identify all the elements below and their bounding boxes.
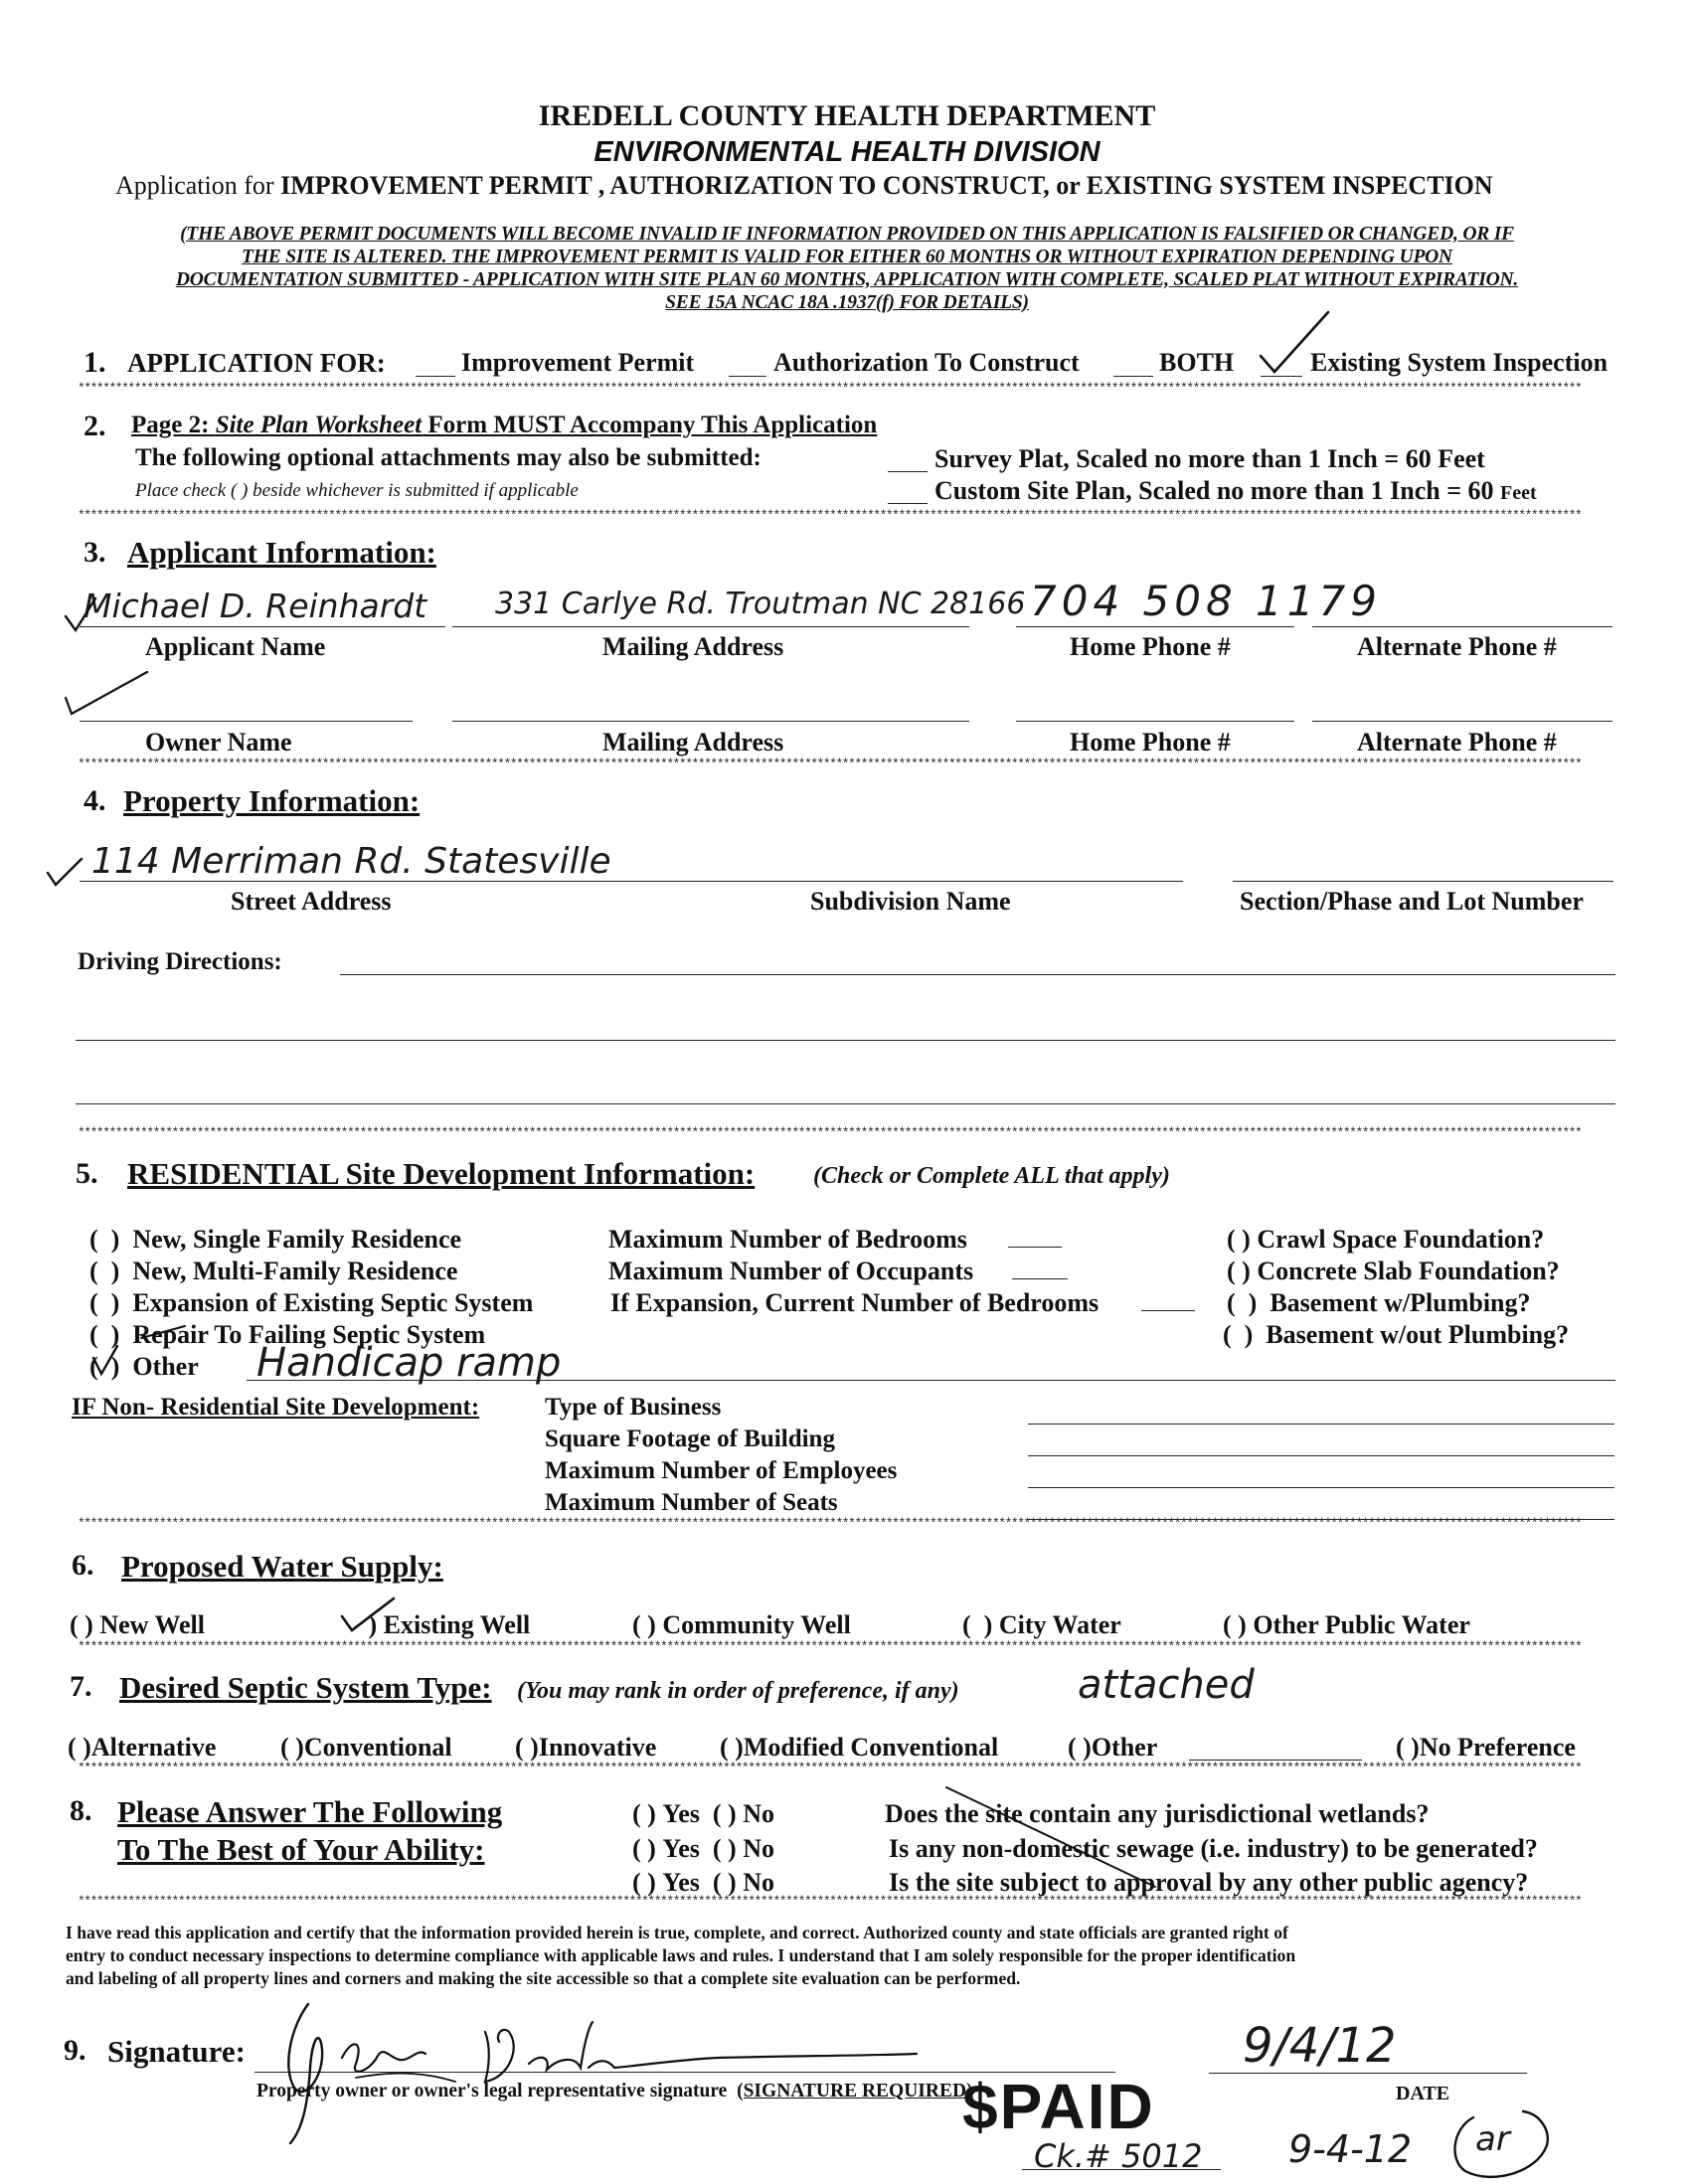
question-sewage: Is any non-domestic sewage (i.e. industry) to be generated? (889, 1834, 1538, 1863)
mailing-address-label: Mailing Address (602, 632, 784, 661)
section-5-title: RESIDENTIAL Site Development Information: (127, 1156, 756, 1191)
section-7-title: Desired Septic System Type: (119, 1670, 492, 1705)
innovative-label: Innovative (538, 1733, 657, 1762)
driving-directions-field-2[interactable] (76, 1040, 1615, 1041)
improvement-permit-blank[interactable] (416, 376, 455, 377)
basement-no-plumbing-label: Basement w/out Plumbing? (1266, 1320, 1570, 1349)
section-2-title-part: Form MUST Accompany This Application (422, 412, 878, 438)
agency-title: IREDELL COUNTY HEALTH DEPARTMENT (538, 99, 1156, 132)
application-prefix: Application for (115, 171, 274, 200)
existing-well-check-icon (340, 1595, 398, 1634)
place-check-note: Place check ( ) beside whichever is submitted if applicable (135, 480, 579, 501)
paren-checkbox: ( ) (720, 1733, 744, 1762)
driving-directions-field-3[interactable] (76, 1103, 1615, 1104)
expansion-option[interactable] (89, 1288, 533, 1318)
disclaimer-line: DOCUMENTATION SUBMITTED - APPLICATION WITH SITE PLAN 60 MONTHS, APPLICATION WITH COMPLETE, SCALED PLAT WITHOUT EXPIRATION. (175, 269, 1519, 290)
square-footage-field[interactable] (1028, 1455, 1614, 1456)
paren-checkbox: ( ) (632, 1610, 663, 1639)
paren-checkbox: ( ) (1223, 1320, 1267, 1349)
optional-attachments-text: The following optional attachments may also be submitted: (135, 444, 762, 471)
separator: ************************************************************************************************************************************************************************************************************************************************ (78, 509, 1582, 523)
section-4-number: 4. (84, 784, 106, 817)
paren-checkbox: ( ) (89, 1352, 133, 1381)
repair-strike-mark-icon (139, 1324, 189, 1342)
slab-label: Concrete Slab Foundation? (1257, 1257, 1560, 1285)
conventional-option[interactable] (280, 1733, 452, 1763)
paren-checkbox: ( ) (1227, 1225, 1258, 1254)
no-label: No (743, 1868, 774, 1897)
certification-line: and labeling of all property lines and corners and making the site accessible so that a complete site evaluation can be performed. (66, 1968, 1021, 1988)
single-family-label: New, Single Family Residence (132, 1225, 462, 1254)
yes-label: Yes (662, 1834, 700, 1863)
paren-checkbox: ( ) (699, 1868, 744, 1897)
survey-plat-blank[interactable] (888, 471, 928, 472)
other-label: Other (132, 1352, 199, 1381)
option-authorization: Authorization To Construct (773, 348, 1080, 377)
section-1-number: 1. (84, 346, 106, 379)
section-7-note: (You may rank in order of preference, if any) (517, 1678, 959, 1704)
section-2-title (131, 412, 877, 439)
section-lot-field[interactable] (1233, 881, 1613, 882)
owner-mailing-address-label: Mailing Address (602, 728, 784, 756)
owner-alternate-phone-field[interactable] (1312, 721, 1612, 722)
survey-plat-label: Survey Plat, Scaled no more than 1 Inch = 60 Feet (934, 444, 1485, 473)
yes-label: Yes (662, 1799, 700, 1828)
paren-checkbox: ( ) (89, 1225, 133, 1254)
other-field[interactable] (247, 1380, 1615, 1381)
q2-answers[interactable] (632, 1834, 774, 1864)
no-preference-label: No Preference (1419, 1733, 1576, 1762)
yes-label: Yes (662, 1868, 700, 1897)
section-6-number: 6. (72, 1549, 94, 1582)
paren-checkbox: ( ) (1396, 1733, 1420, 1762)
basement-plumbing-label: Basement w/Plumbing? (1270, 1288, 1531, 1317)
application-types: IMPROVEMENT PERMIT , AUTHORIZATION TO CONSTRUCT, or EXISTING SYSTEM INSPECTION (280, 171, 1493, 200)
paid-stamp: $PAID (962, 2071, 1155, 2142)
signature-caption (256, 2081, 973, 2102)
section-6-title: Proposed Water Supply: (121, 1549, 443, 1584)
owner-alternate-phone-label: Alternate Phone # (1357, 728, 1557, 756)
paren-checkbox: ( ) (515, 1733, 539, 1762)
paren-checkbox: ) (362, 1610, 384, 1639)
property-check-icon (46, 857, 85, 887)
multi-family-label: New, Multi-Family Residence (132, 1257, 458, 1285)
section-7-number: 7. (70, 1670, 92, 1703)
stamp-date-handwritten: 9-4-12 (1288, 2127, 1413, 2171)
section-1-title: APPLICATION FOR: (127, 348, 386, 378)
paren-checkbox: ( ) (1227, 1257, 1258, 1285)
paren-checkbox: ( ) (68, 1733, 91, 1762)
separator: ************************************************************************************************************************************************************************************************************************************************ (78, 1640, 1582, 1654)
paren-checkbox: ( ) (70, 1610, 100, 1639)
slab-option[interactable] (1227, 1257, 1560, 1286)
stamp-underline (1022, 2169, 1221, 2170)
paren-checkbox: ( ) (280, 1733, 304, 1762)
other-septic-option[interactable] (1068, 1733, 1157, 1763)
section-8-title-line2: To The Best of Your Ability: (117, 1832, 485, 1867)
alternate-phone-field[interactable] (1312, 626, 1612, 627)
alternate-phone-label: Alternate Phone # (1357, 632, 1557, 661)
section-2-title-part: Page 2: (131, 412, 216, 438)
section-8-number: 8. (70, 1794, 92, 1827)
disclaimer-line: SEE 15A NCAC 18A .1937(f) FOR DETAILS) (665, 292, 1029, 313)
separator: ************************************************************************************************************************************************************************************************************************************************ (78, 1895, 1582, 1909)
type-of-business-label: Type of Business (545, 1394, 722, 1421)
section-8-title-line1: Please Answer The Following (117, 1794, 503, 1829)
home-phone-label: Home Phone # (1070, 632, 1231, 661)
stamp-initials-handwritten: ar (1475, 2119, 1510, 2159)
other-septic-label: Other (1091, 1733, 1158, 1762)
question-wetlands: Does the site contain any jurisdictional wetlands? (885, 1799, 1430, 1828)
paren-checkbox: ( ) (699, 1834, 744, 1863)
certification-line: entry to conduct necessary inspections to determine compliance with applicable laws and rules. I understand that I am solely responsible for the proper identification (66, 1945, 1296, 1965)
conventional-label: Conventional (303, 1733, 452, 1762)
owner-name-field[interactable] (80, 721, 413, 722)
single-family-option[interactable] (89, 1225, 461, 1255)
crawl-space-option[interactable] (1227, 1225, 1544, 1255)
applicant-check-icon (64, 594, 99, 634)
applicant-name-label: Applicant Name (145, 632, 326, 661)
driving-directions-label: Driving Directions: (78, 948, 282, 975)
date-field[interactable] (1209, 2073, 1527, 2074)
subdivision-name-label: Subdivision Name (810, 887, 1011, 916)
square-footage-label: Square Footage of Building (545, 1426, 835, 1452)
new-well-option[interactable] (70, 1610, 205, 1640)
max-seats-label: Maximum Number of Seats (545, 1489, 838, 1516)
modified-conventional-label: Modified Conventional (743, 1733, 999, 1762)
other-septic-field[interactable] (1189, 1760, 1362, 1761)
q3-answers[interactable] (632, 1868, 774, 1898)
disclaimer (0, 223, 1694, 314)
separator: ************************************************************************************************************************************************************************************************************************************************ (78, 1126, 1582, 1140)
section-2-title-italic: Site Plan Worksheet (215, 412, 423, 438)
community-well-label: Community Well (662, 1610, 851, 1639)
q1-answers[interactable] (632, 1799, 774, 1829)
other-public-water-option[interactable] (1223, 1610, 1470, 1640)
applicant-name-field[interactable] (80, 626, 445, 627)
innovative-option[interactable] (515, 1733, 656, 1763)
paren-checkbox: ( ) (1223, 1610, 1254, 1639)
separator: ************************************************************************************************************************************************************************************************************************************************ (78, 382, 1582, 396)
section-9-number: 9. (64, 2034, 86, 2067)
crawl-space-label: Crawl Space Foundation? (1257, 1225, 1545, 1254)
alternative-label: Alternative (90, 1733, 217, 1762)
current-bedrooms-label: If Expansion, Current Number of Bedrooms (610, 1288, 1100, 1317)
date-handwritten: 9/4/12 (1243, 2018, 1397, 2074)
paren-checkbox: ( ) (632, 1834, 663, 1863)
section-5-number: 5. (76, 1157, 98, 1190)
current-bedrooms-field[interactable] (1141, 1310, 1195, 1311)
max-occupants-label: Maximum Number of Occupants (608, 1257, 974, 1285)
paren-checkbox: ( ) (1227, 1288, 1270, 1317)
max-employees-field[interactable] (1028, 1487, 1614, 1488)
custom-site-plan-blank[interactable] (888, 503, 928, 504)
home-phone-handwritten: 704 508 1179 (1030, 577, 1382, 625)
section-4-title: Property Information: (123, 783, 421, 818)
other-check-icon (91, 1344, 119, 1378)
owner-home-phone-label: Home Phone # (1070, 728, 1231, 756)
applicant-name-handwritten: Michael D. Reinhardt (84, 587, 427, 625)
existing-inspection-check-icon (1257, 308, 1336, 380)
paren-checkbox: ( ) (632, 1868, 663, 1897)
signature-required: (SIGNATURE REQUIRED) (737, 2081, 973, 2101)
max-employees-label: Maximum Number of Employees (545, 1457, 898, 1484)
mailing-address-handwritten: 331 Carlye Rd. Troutman NC 28166 (495, 587, 1026, 621)
disclaimer-line: THE SITE IS ALTERED. THE IMPROVEMENT PERMIT IS VALID FOR EITHER 60 MONTHS OR WITHOUT EXPIRATION DEPENDING UPON (242, 247, 1452, 267)
section-5-note: (Check or Complete ALL that apply) (813, 1163, 1170, 1189)
owner-mailing-address-field[interactable] (452, 721, 969, 722)
section-2-number: 2. (84, 410, 106, 442)
modified-conventional-option[interactable] (720, 1733, 998, 1763)
separator: ************************************************************************************************************************************************************************************************************************************************ (78, 757, 1582, 771)
expansion-label: Expansion of Existing Septic System (132, 1288, 534, 1317)
owner-check-icon (64, 668, 153, 718)
paren-checkbox: ( ) (89, 1320, 133, 1349)
basement-plumbing-option[interactable] (1227, 1288, 1531, 1318)
no-preference-option[interactable] (1396, 1733, 1576, 1763)
custom-site-plan-text: Custom Site Plan, Scaled no more than 1 Inch = 60 (934, 476, 1494, 505)
alternative-option[interactable] (68, 1733, 216, 1763)
authorization-blank[interactable] (729, 376, 766, 377)
street-address-handwritten: 114 Merriman Rd. Statesville (91, 841, 611, 882)
paren-checkbox: ( ) (1068, 1733, 1092, 1762)
city-water-option[interactable] (962, 1610, 1121, 1640)
paren-checkbox: ( ) (962, 1610, 999, 1639)
max-bedrooms-field[interactable] (1008, 1247, 1062, 1248)
driving-directions-field-1[interactable] (340, 974, 1615, 975)
certification-line: I have read this application and certify that the information provided herein is true, complete, and correct. Authorized county and state officials are granted right of (66, 1923, 1288, 1942)
certification-text (66, 1922, 1295, 1990)
existing-well-label: Existing Well (383, 1610, 531, 1639)
nonresidential-title: IF Non- Residential Site Development: (72, 1394, 480, 1421)
paren-checkbox: ( ) (632, 1799, 663, 1828)
signature-label: Signature: (107, 2034, 246, 2069)
paren-checkbox: ( ) (699, 1799, 744, 1828)
no-label: No (743, 1799, 774, 1828)
application-line (115, 171, 1493, 201)
section-lot-label: Section/Phase and Lot Number (1240, 887, 1584, 916)
custom-site-plan-unit: Feet (1500, 482, 1537, 504)
city-water-label: City Water (998, 1610, 1121, 1639)
check-number-handwritten: Ck.# 5012 (1034, 2137, 1203, 2175)
section-3-title: Applicant Information: (127, 535, 436, 570)
other-handwritten: Handicap ramp (256, 1340, 562, 1386)
separator: ************************************************************************************************************************************************************************************************************************************************ (78, 1517, 1582, 1531)
basement-no-plumbing-option[interactable] (1223, 1320, 1569, 1350)
signature-image (260, 1998, 936, 2147)
other-public-water-label: Other Public Water (1253, 1610, 1470, 1639)
division-title: ENVIRONMENTAL HEALTH DIVISION (593, 136, 1101, 168)
strike-through-line-icon (942, 1785, 1161, 1891)
repair-label: Repair To Failing Septic System (132, 1320, 486, 1349)
custom-site-plan-label (934, 476, 1537, 506)
owner-home-phone-field[interactable] (1016, 721, 1294, 722)
no-label: No (743, 1834, 774, 1863)
paren-checkbox: ( ) (89, 1288, 133, 1317)
owner-name-label: Owner Name (145, 728, 292, 756)
question-agency: Is the site subject to approval by any other public agency? (889, 1868, 1529, 1897)
mailing-address-field[interactable] (452, 626, 969, 627)
signature-caption-text: Property owner or owner's legal representative signature (256, 2081, 728, 2101)
type-of-business-field[interactable] (1028, 1424, 1614, 1425)
option-improvement-permit: Improvement Permit (461, 348, 695, 377)
multi-family-option[interactable] (89, 1257, 457, 1286)
date-label: DATE (1396, 2083, 1450, 2104)
community-well-option[interactable] (632, 1610, 851, 1640)
new-well-label: New Well (99, 1610, 206, 1639)
disclaimer-line: (THE ABOVE PERMIT DOCUMENTS WILL BECOME INVALID IF INFORMATION PROVIDED ON THIS APPLICATION IS FALSIFIED OR CHANGED, OR IF (180, 224, 1514, 245)
separator: ************************************************************************************************************************************************************************************************************************************************ (78, 1762, 1582, 1775)
home-phone-field[interactable] (1016, 626, 1294, 627)
max-occupants-field[interactable] (1012, 1278, 1068, 1279)
street-address-label: Street Address (231, 887, 392, 916)
option-both: BOTH (1159, 348, 1235, 377)
paren-checkbox: ( ) (89, 1257, 133, 1285)
section-3-number: 3. (84, 536, 106, 569)
both-blank[interactable] (1113, 376, 1153, 377)
max-bedrooms-label: Maximum Number of Bedrooms (608, 1225, 967, 1254)
option-existing-inspection: Existing System Inspection (1310, 348, 1609, 377)
septic-type-handwritten: attached (1078, 1662, 1255, 1708)
street-address-field[interactable] (80, 881, 1183, 882)
